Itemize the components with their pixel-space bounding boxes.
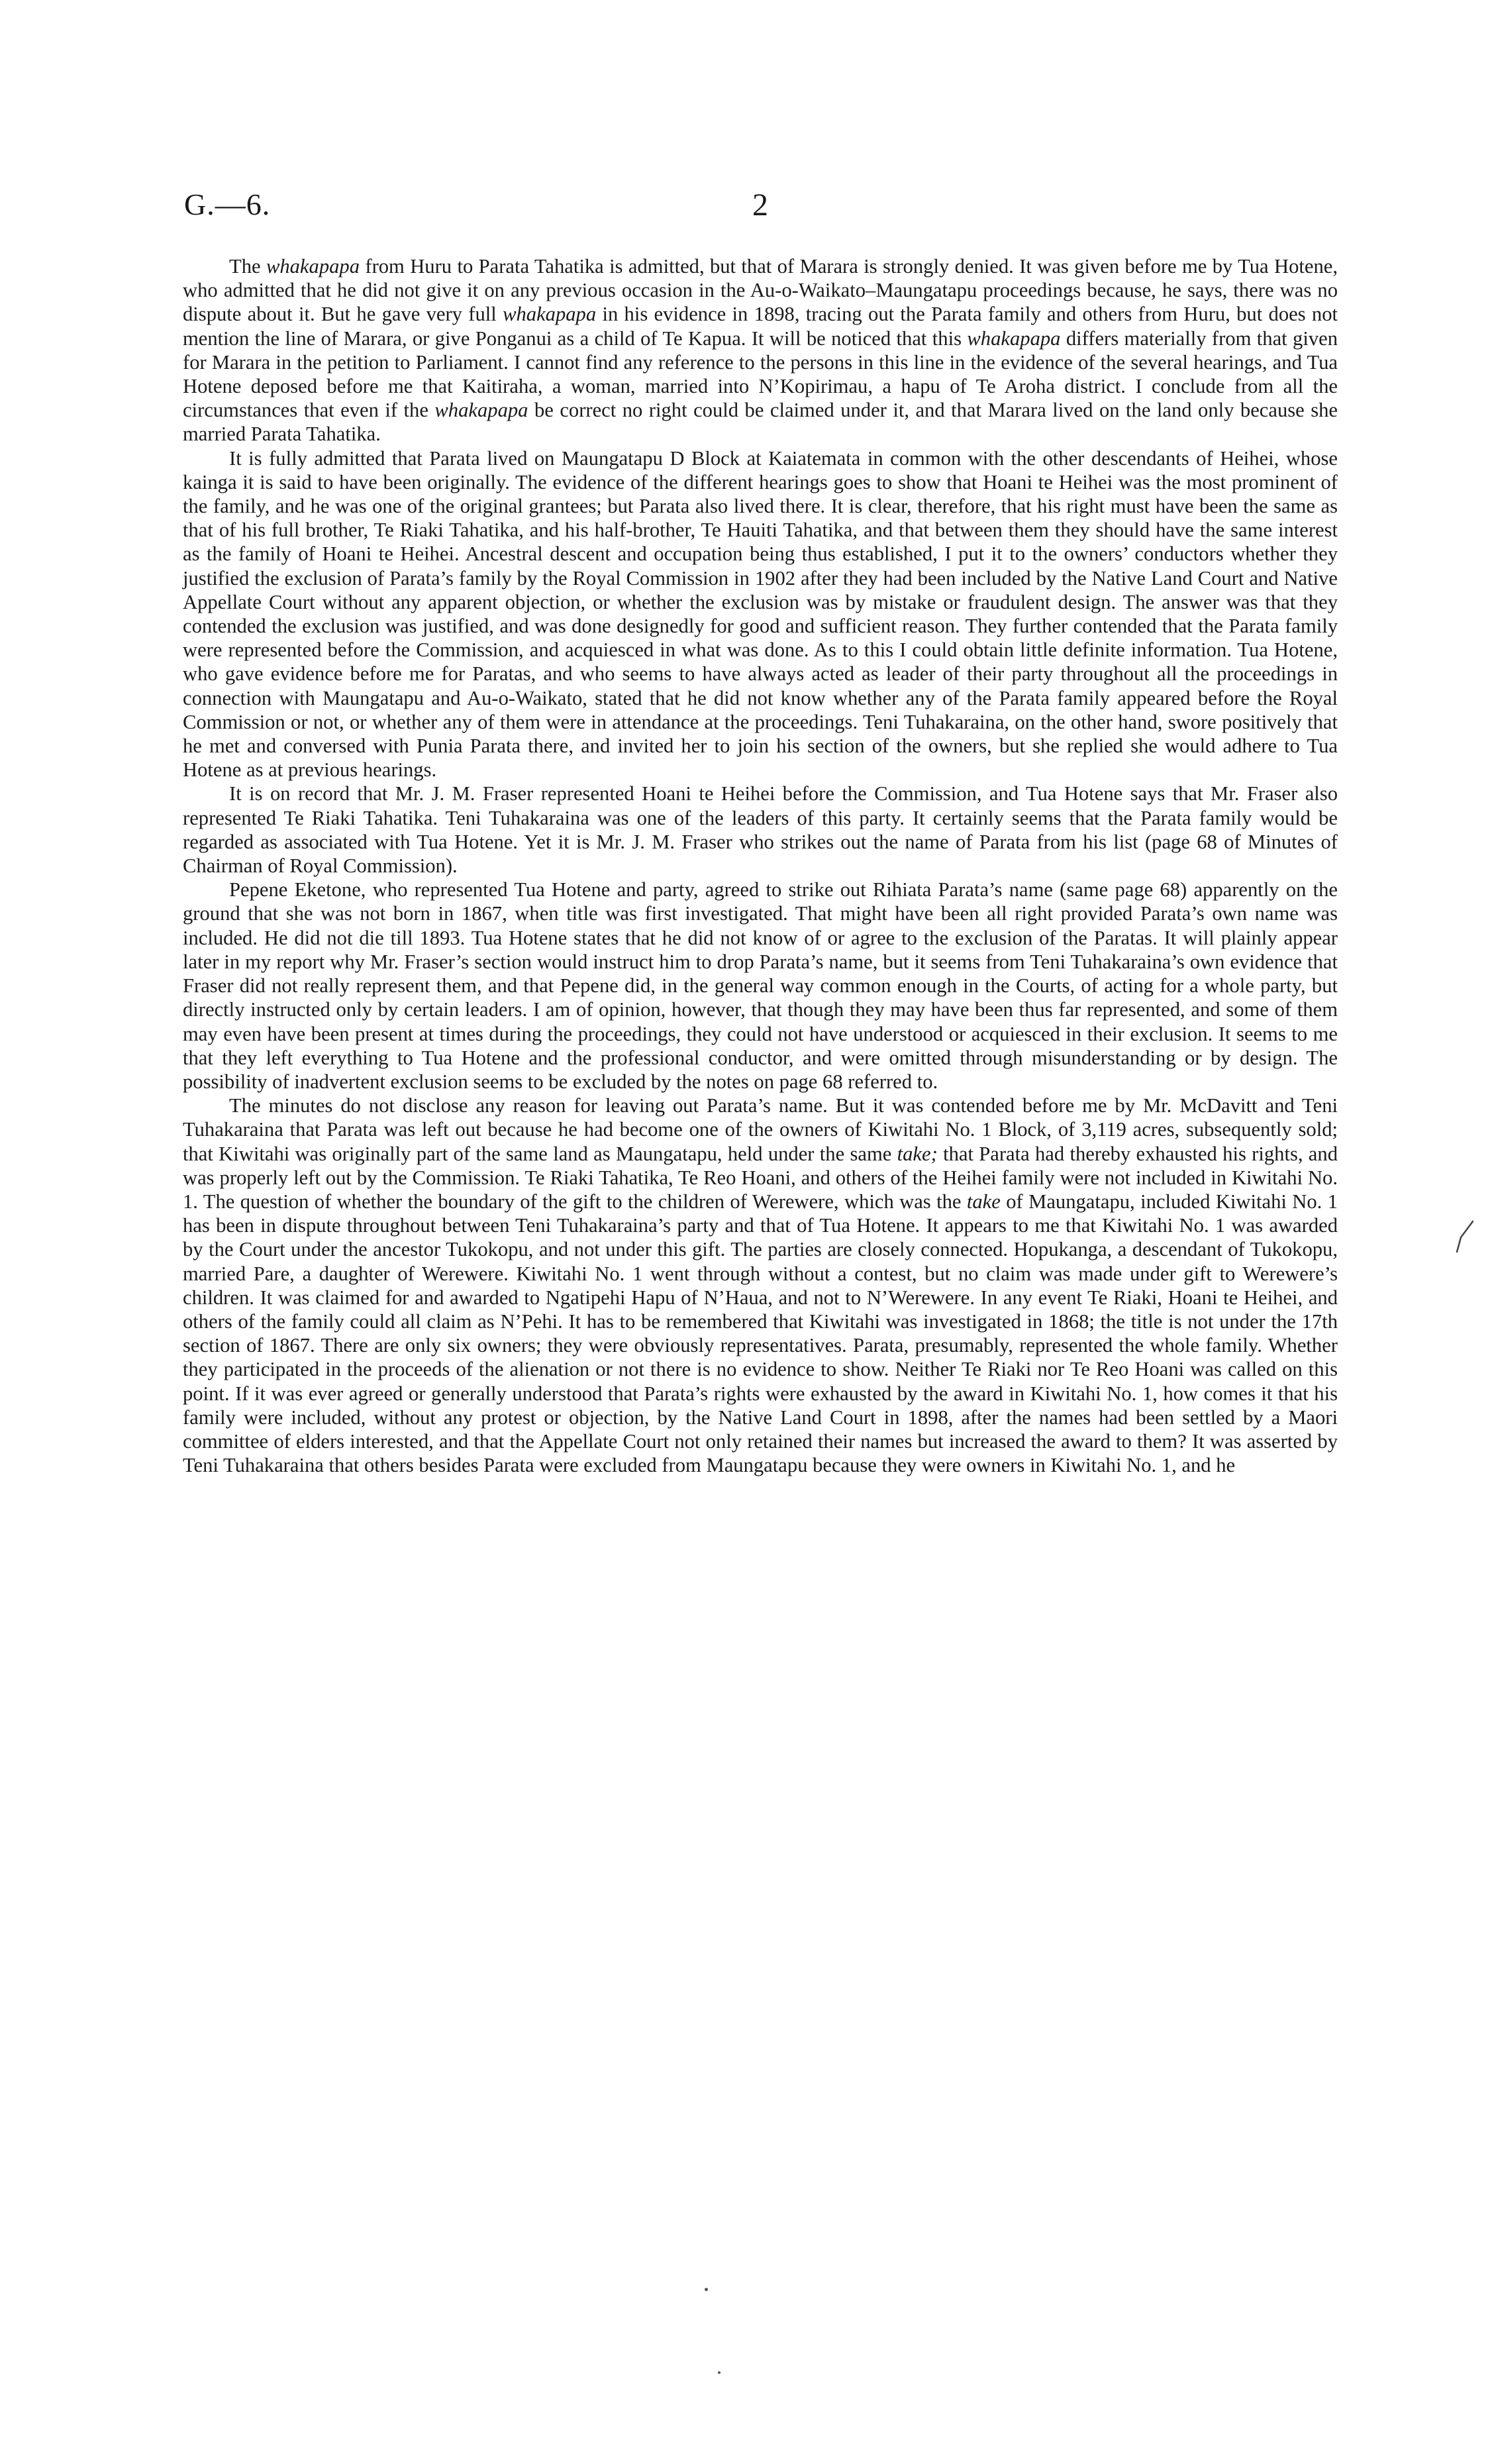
- text-run: be correct no right could be claimed under it, and that Marara lived on the land only because she married Parata Tahatika.: [183, 399, 1338, 446]
- text-run: The: [229, 255, 266, 278]
- text-run: that Parata had thereby exhausted his rights, and was properly left out by the Commission. Te Riaki Tahatika, Te Reo Hoani, and others of the Heihei family were not included in Kiwitahi No. 1. The question of whether the boundary of the gift to the children of Werewere, which was the: [183, 1142, 1338, 1213]
- margin-pen-mark: [1450, 1217, 1477, 1257]
- page-header: [184, 187, 1336, 233]
- body-paragraph: [183, 782, 1338, 878]
- italic-term: take;: [897, 1142, 938, 1165]
- text-run: Pepene Eketone, who represented Tua Hotene and party, agreed to strike out Rihiata Parata’s name (same page 68) apparently on the ground that she was not born in 1867, when title was first investigated. That might have been all right provided Parata’s own name was included. He did not die till 1893. Tua Hotene states that he did not know of or agree to the exclusion of the Paratas. It will plainly appear later in my report why Mr. Fraser’s section would instruct him to drop Parata’s name, but it seems from Teni Tuhakaraina’s own evidence that Fraser did not really represent them, and that Pepene did, in the general way common enough in the Courts, of acting for a whole party, but directly instructed only by certain leaders. I am of opinion, however, that though they may have been thus far represented, and some of them may even have been present at times during the proceedings, they could not have understood or acquiesced in their exclusion. It seems to me that they left everything to Tua Hotene and the professional conductor, and were omitted through misunderstanding or by design. The possibility of inadvertent exclusion seems to be excluded by the notes on page 68 referred to.: [183, 878, 1338, 1093]
- text-run: The minutes do not disclose any reason for leaving out Parata’s name. But it was contended before me by Mr. McDavitt and Teni Tuhakaraina that Parata was left out because he had become one of the owners of Kiwitahi No. 1 Block, of 3,119 acres, subsequently sold; that Kiwitahi was originally part of the same land as Maungatapu, held under the same: [183, 1094, 1338, 1165]
- body-paragraph: [183, 1094, 1338, 1477]
- text-run: from Huru to Parata Tahatika is admitted, but that of Marara is strongly denied. It was given before me by Tua Hotene, who admitted that he did not give it on any previous occasion in the Au-o-Waikato–Maungatapu proceedings because, he says, there was no dispute about it. But he gave very full: [183, 255, 1338, 326]
- report-body: [183, 254, 1338, 1477]
- text-run: in his evidence in 1898, tracing out the Parata family and others from Huru, but does not mention the line of Marara, or give Ponganui as a child of Te Kapua. It will be noticed that this: [183, 303, 1338, 350]
- italic-term: whakapapa: [266, 255, 360, 278]
- speck-mark: [705, 2288, 708, 2291]
- document-reference: G.—6.: [184, 187, 271, 221]
- italic-term: whakapapa: [503, 303, 597, 326]
- page-number: 2: [752, 187, 768, 223]
- text-run: It is on record that Mr. J. M. Fraser represented Hoani te Heihei before the Commission, and Tua Hotene says that Mr. Fraser also represented Te Riaki Tahatika. Teni Tuhakaraina was one of the leaders of this party. It certainly seems that the Parata family would be regarded as associated with Tua Hotene. Yet it is Mr. J. M. Fraser who strikes out the name of Parata from his list (page 68 of Minutes of Chairman of Royal Commission).: [183, 782, 1338, 878]
- body-paragraph: [183, 878, 1338, 1094]
- body-paragraph: [183, 254, 1338, 446]
- text-run: of Maungatapu, included Kiwitahi No. 1 has been in dispute throughout between Teni Tuhakaraina’s party and that of Tua Hotene. It appears to me that Kiwitahi No. 1 was awarded by the Court under the ancestor Tukokopu, and not under this gift. The parties are closely connected. Hopukanga, a descendant of Tukokopu, married Pare, a daughter of Werewere. Kiwitahi No. 1 went through without a contest, but no claim was made under gift to Werewere’s children. It was claimed for and awarded to Ngatipehi Hapu of N’Haua, and not to N’Werewere. In any event Te Riaki, Hoani te Heihei, and others of the family could all claim as N’Pehi. It has to be remembered that Kiwitahi was investigated in 1868; the title is not under the 17th section of 1867. There are only six owners; they were obviously representatives. Parata, presumably, represented the whole family. Whether they participated in the proceeds of the alienation or not there is no evidence to show. Neither Te Riaki nor Te Reo Hoani was called on this point. If it was ever agreed or generally understood that Parata’s rights were exhausted by the award in Kiwitahi No. 1, how comes it that his family were included, without any protest or objection, by the Native Land Court in 1898, after the names had been settled by a Maori committee of elders interested, and that the Appellate Court not only retained their names but increased the award to them? It was asserted by Teni Tuhakaraina that others besides Parata were excluded from Maungatapu because they were owners in Kiwitahi No. 1, and he: [183, 1190, 1338, 1477]
- text-run: differs materially from that given for Marara in the petition to Parliament. I cannot find any reference to the persons in this line in the evidence of the several hearings, and Tua Hotene deposed before me that Kaitiraha, a woman, married into N’Kopirimau, a hapu of Te Aroha district. I conclude from all the circumstances that even if the: [183, 327, 1338, 422]
- body-paragraph: [183, 446, 1338, 782]
- italic-term: whakapapa: [434, 399, 528, 422]
- text-run: It is fully admitted that Parata lived on Maungatapu D Block at Kaiatemata in common with the other descendants of Heihei, whose kainga it is said to have been originally. The evidence of the different hearings goes to show that Hoani te Heihei was the most prominent of the family, and he was one of the original grantees; but Parata also lived there. It is clear, therefore, that his right must have been the same as that of his full brother, Te Riaki Tahatika, and his half-brother, Te Hauiti Tahatika, and that between them they should have the same interest as the family of Hoani te Heihei. Ancestral descent and occupation being thus established, I put it to the owners’ conductors whether they justified the exclusion of Parata’s family by the Royal Commission in 1902 after they had been included by the Native Land Court and Native Appellate Court without any apparent objection, or whether the exclusion was by mistake or fraudulent design. The answer was that they contended the exclusion was justified, and was done designedly for good and sufficient reason. They further contended that the Parata family were represented before the Commission, and acquiesced in what was done. As to this I could obtain little definite information. Tua Hotene, who gave evidence before me for Paratas, and who seems to have always acted as leader of their party throughout all the proceedings in connection with Maungatapu and Au-o-Waikato, stated that he did not know whether any of the Parata family appeared before the Royal Commission or not, or whether any of them were in attendance at the proceedings. Teni Tuhakaraina, on the other hand, swore positively that he met and conversed with Punia Parata there, and invited her to join his section of the owners, but she replied she would adhere to Tua Hotene as at previous hearings.: [183, 446, 1338, 782]
- speck-mark: [718, 2371, 721, 2374]
- italic-term: take: [966, 1190, 1001, 1213]
- italic-term: whakapapa: [967, 327, 1061, 350]
